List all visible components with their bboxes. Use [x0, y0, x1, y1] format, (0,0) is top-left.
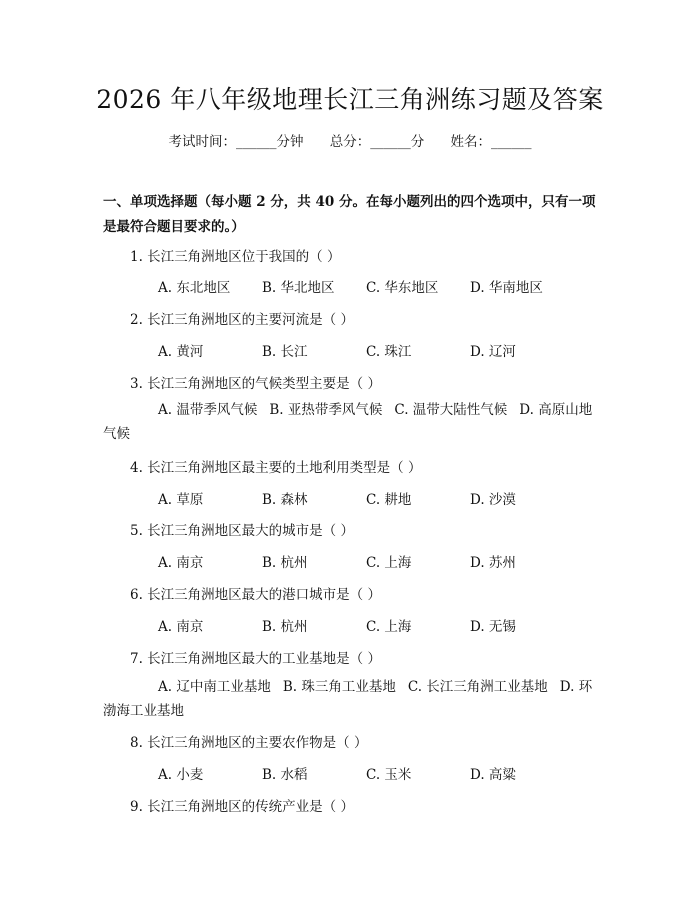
- option: A. 南京: [158, 555, 204, 571]
- option: A. 草原: [158, 492, 204, 508]
- option: B. 亚热带季风气候: [269, 402, 383, 418]
- option: C. 长江三角洲工业基地: [407, 679, 548, 695]
- option: A. 东北地区: [158, 280, 231, 296]
- question-7: 7. 长江三角洲地区最大的工业基地是（ ）: [130, 651, 381, 667]
- option: B. 长江: [262, 344, 308, 360]
- section-heading: 一、单项选择题（每小题 2 分，共 40 分。在每小题列出的四个选项中，只有一项是最符合题目要求的。）: [103, 194, 596, 235]
- student-name: 姓名：______: [450, 134, 532, 150]
- options-3: [103, 398, 603, 446]
- option: C. 华东地区: [366, 280, 439, 296]
- options-4: [158, 488, 574, 508]
- question-3: 3. 长江三角洲地区的气候类型主要是（ ）: [130, 376, 381, 392]
- option: D. 高粱: [470, 767, 516, 783]
- option: B. 杭州: [262, 619, 308, 635]
- exam-meta: [0, 130, 700, 150]
- question-9: 9. 长江三角洲地区的传统产业是（ ）: [130, 799, 354, 815]
- option: D. 无锡: [470, 619, 516, 635]
- option: C. 玉米: [366, 767, 412, 783]
- option: B. 杭州: [262, 555, 308, 571]
- option: C. 上海: [366, 619, 412, 635]
- question-2: 2. 长江三角洲地区的主要河流是（ ）: [130, 312, 354, 328]
- option: A. 南京: [158, 619, 204, 635]
- total-score: 总分：______分: [329, 134, 425, 150]
- option: D. 辽河: [470, 344, 516, 360]
- options-5: [158, 551, 574, 571]
- question-6: 6. 长江三角洲地区最大的港口城市是（ ）: [130, 587, 381, 603]
- option: D. 沙漠: [470, 492, 516, 508]
- option: A. 小麦: [158, 767, 204, 783]
- option: D. 苏州: [470, 555, 516, 571]
- option: B. 森林: [262, 492, 308, 508]
- question-5: 5. 长江三角洲地区最大的城市是（ ）: [130, 523, 354, 539]
- option: B. 华北地区: [262, 280, 335, 296]
- option: D. 高原山地气候: [103, 402, 593, 442]
- options-7: [103, 675, 603, 723]
- options-6: [158, 615, 574, 635]
- options-2: [158, 340, 574, 360]
- option: D. 华南地区: [470, 280, 543, 296]
- question-4: 4. 长江三角洲地区最主要的土地利用类型是（ ）: [130, 460, 422, 476]
- option: A. 温带季风气候: [158, 402, 258, 418]
- option: C. 温带大陆性气候: [394, 402, 508, 418]
- options-1: [158, 276, 574, 296]
- page-title: 2026 年八年级地理长江三角洲练习题及答案: [96, 85, 604, 114]
- option: C. 上海: [366, 555, 412, 571]
- option: B. 珠三角工业基地: [282, 679, 396, 695]
- option: B. 水稻: [262, 767, 308, 783]
- question-1: 1. 长江三角洲地区位于我国的（ ）: [130, 249, 341, 265]
- option: D. 环渤海工业基地: [103, 679, 593, 719]
- option: A. 黄河: [158, 344, 204, 360]
- option: C. 珠江: [366, 344, 412, 360]
- options-8: [158, 763, 574, 783]
- question-8: 8. 长江三角洲地区的主要农作物是（ ）: [130, 735, 368, 751]
- option: A. 辽中南工业基地: [158, 679, 271, 695]
- option: C. 耕地: [366, 492, 412, 508]
- exam-time: 考试时间：______分钟: [168, 134, 304, 150]
